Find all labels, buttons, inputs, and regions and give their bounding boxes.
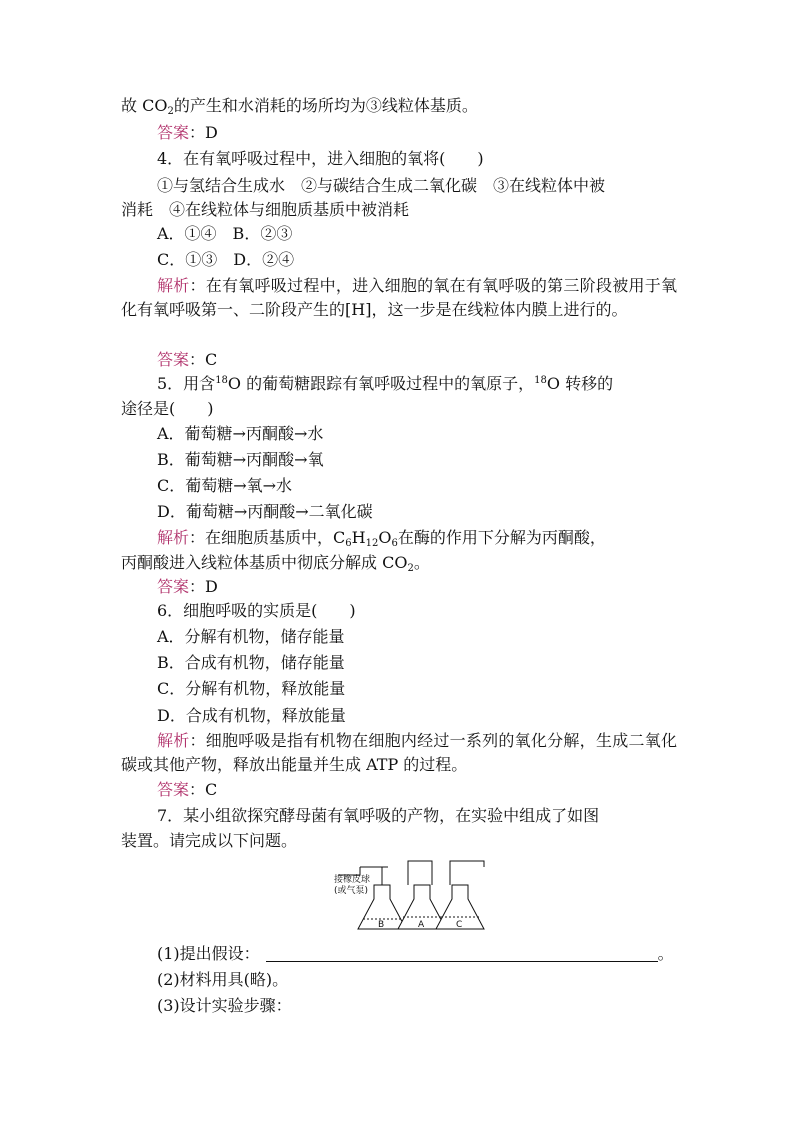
- question-5-analysis: 解析：在细胞质基质中，$C_6H_{12}O_6$在酶的作用下分解为丙酮酸，: [157, 528, 606, 549]
- question-7-stem: 7．某小组欲探究酵母菌有氧呼吸的产物，在实验中组成了如图: [157, 806, 600, 825]
- apparatus-figure: [330, 855, 490, 935]
- question-5-option-b: B．葡萄糖→丙酮酸→氧: [157, 450, 324, 469]
- question-6-analysis: 解析：细胞呼吸是指有机物在细胞内经过一系列的氧化分解，生成二氧化碳或其他产物，释放出能量并生成 ATP 的过程。: [121, 731, 677, 774]
- inlet-tube: [338, 867, 360, 875]
- question-6-option-a: A．分解有机物，储存能量: [157, 627, 345, 646]
- question-6-option-b: B．合成有机物，储存能量: [157, 653, 345, 672]
- answer-line: 答案：D: [157, 123, 218, 142]
- question-4-choices-cd: C．①③ D．②④: [157, 250, 295, 269]
- figure-label-pump: (或气泵): [334, 886, 369, 896]
- hypothesis-blank[interactable]: [266, 945, 658, 962]
- text-line: 故 $CO_2$的产生和水消耗的场所均为③线粒体基质。: [121, 96, 478, 117]
- question-7-stem-cont: 装置。请完成以下问题。: [121, 831, 298, 850]
- flask-label: C: [456, 920, 463, 930]
- question-6-stem: 6．细胞呼吸的实质是( ): [157, 601, 356, 620]
- question-6-option-c: C．分解有机物，释放能量: [157, 679, 346, 698]
- question-4-choices-ab: A．①④ B．②③: [157, 224, 293, 243]
- question-4-answer: 答案：C: [157, 350, 218, 369]
- flask-c: [436, 885, 484, 930]
- flask-label: B: [378, 920, 385, 930]
- question-4-analysis: 解析：在有氧呼吸过程中，进入细胞的氧在有氧呼吸的第三阶段被用于氧化有氧呼吸第一、二阶段产生的[H]，这一步是在线粒体内膜上进行的。: [121, 276, 677, 319]
- question-5-option-d: D．葡萄糖→丙酮酸→二氧化碳: [157, 502, 373, 521]
- question-5-stem-cont: 途径是( ): [121, 399, 214, 418]
- question-6-answer: 答案：C: [157, 780, 218, 799]
- question-7-part-2: (2)材料用具(略)。: [157, 970, 289, 989]
- question-4-statements-cont: 消耗 ④在线粒体与细胞质基质中被消耗: [121, 200, 410, 219]
- question-5-option-c: C．葡萄糖→氧→水: [157, 476, 293, 495]
- question-5-answer: 答案：D: [157, 577, 218, 596]
- question-7-part-3: (3)设计实验步骤：: [157, 996, 292, 1015]
- question-5-analysis-cont: 丙酮酸进入线粒体基质中彻底分解成 $CO_2$。: [121, 553, 430, 574]
- question-5-stem: 5．用含$^{18}$O 的葡萄糖跟踪有氧呼吸过程中的氧原子，$^{18}$O 转移的: [157, 374, 614, 393]
- question-6-option-d: D．合成有机物，释放能量: [157, 706, 346, 725]
- question-4-stem: 4．在有氧呼吸过程中，进入细胞的氧将( ): [157, 149, 484, 168]
- question-4-statements: ①与氢结合生成水 ②与碳结合生成二氧化碳 ③在线粒体中被: [157, 176, 606, 195]
- question-7-part-1: (1)提出假设： 。: [157, 944, 674, 963]
- figure-label-bulb: 接橡皮球: [334, 875, 371, 885]
- flask-label: A: [418, 920, 425, 930]
- question-5-option-a: A．葡萄糖→丙酮酸→水: [157, 424, 324, 443]
- tubing: [360, 861, 484, 885]
